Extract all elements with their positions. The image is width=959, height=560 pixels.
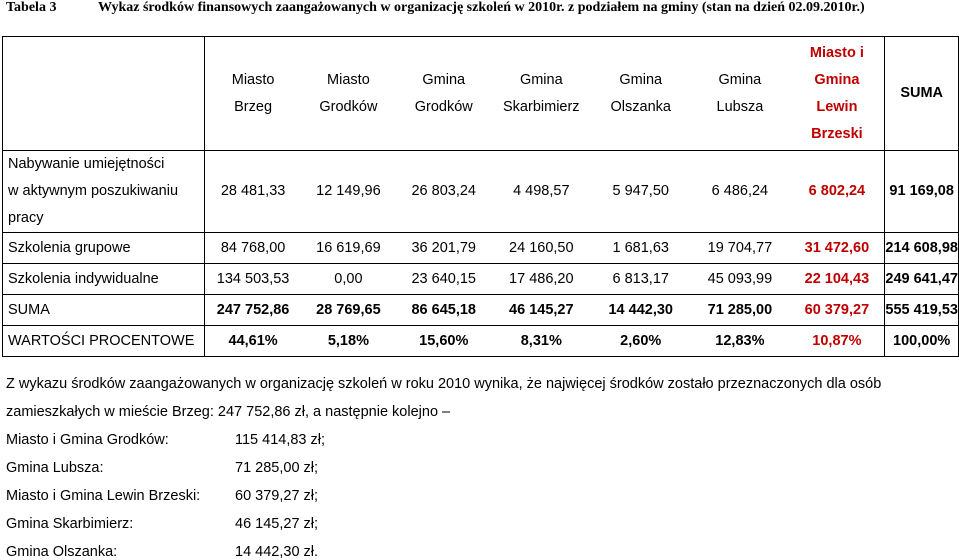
table-cell: 12,83%: [690, 326, 789, 357]
table-cell: 60 379,27: [789, 295, 884, 326]
table-cell: 4 498,57: [491, 151, 591, 233]
column-header: [789, 37, 884, 151]
column-header-line: SUMA: [900, 85, 944, 101]
table-cell: 36 201,79: [396, 233, 491, 264]
summary-item-name: Gmina Olszanka:: [6, 544, 118, 560]
table-row: [3, 264, 959, 295]
table-cell: 15,60%: [396, 326, 491, 357]
table-cell: 8,31%: [491, 326, 591, 357]
row-label-line: pracy: [8, 210, 44, 226]
summary-item-name: Gmina Lubsza:: [6, 460, 104, 476]
summary-brzeg: zamieszkałych w mieście Brzeg: 247 752,86 zł, a następnie kolejno –: [6, 404, 451, 420]
column-header-line: Gmina: [619, 71, 663, 88]
column-header-line: Olszanka: [610, 98, 671, 115]
summary-item: [6, 544, 318, 560]
column-header-line: Miasto: [327, 71, 370, 88]
row-label-line: Szkolenia grupowe: [8, 239, 131, 256]
row-label-line: w aktywnym poszukiwaniu: [8, 183, 179, 199]
table-cell: 6 813,17: [591, 264, 690, 295]
header-empty-cell: [3, 37, 205, 151]
summary-item-amount: 71 285,00 zł;: [235, 460, 319, 476]
summary-item: [6, 432, 325, 448]
table-cell: 12 149,96: [301, 151, 396, 233]
table-cell: 86 645,18: [396, 295, 491, 326]
table-cell: 16 619,69: [301, 233, 396, 264]
funds-table: [2, 36, 959, 357]
table-cell: 214 608,98: [885, 233, 959, 264]
table-title: Wykaz środków finansowych zaangażowanych w organizację szkoleń w 2010r. z podziałem na gminy (stan na dzień 02.09.2010r.): [98, 0, 865, 15]
summary-item: [6, 516, 318, 532]
table-cell: 26 803,24: [396, 151, 491, 233]
table-cell: 249 641,47: [885, 264, 959, 295]
row-label-line: Szkolenia indywidualne: [8, 270, 159, 287]
column-header: [690, 37, 789, 151]
column-header-line: Gmina: [718, 71, 762, 88]
table-cell: 6 802,24: [789, 151, 884, 233]
table-cell: 91 169,08: [885, 151, 959, 233]
summary-item: [6, 460, 318, 476]
column-header-line: Brzeg: [234, 98, 273, 115]
table-cell: 44,61%: [205, 326, 301, 357]
summary-item-name: Miasto i Gmina Grodków:: [6, 432, 169, 448]
table-caption: [6, 0, 865, 16]
column-header: [591, 37, 690, 151]
row-label: [3, 326, 205, 357]
column-header-line: Miasto: [231, 71, 275, 88]
table-cell: 14 442,30: [591, 295, 690, 326]
summary-item-amount: 46 145,27 zł;: [235, 516, 319, 532]
column-header-line: Miasto i: [809, 44, 864, 61]
table-row: [3, 151, 959, 233]
column-header-line: Lubsza: [716, 98, 764, 115]
table-cell: 2,60%: [591, 326, 690, 357]
column-header-line: Brzeski: [811, 125, 863, 142]
table-cell: 71 285,00: [690, 295, 789, 326]
summary-item-name: Gmina Skarbimierz:: [6, 516, 134, 532]
table-cell: 6 486,24: [690, 151, 789, 233]
summary-item-amount: 14 442,30 zł.: [235, 544, 319, 560]
column-header: [396, 37, 491, 151]
row-label: [3, 264, 205, 295]
table-cell: 23 640,15: [396, 264, 491, 295]
table-cell: 31 472,60: [789, 233, 884, 264]
table-cell: 134 503,53: [205, 264, 301, 295]
row-label: [3, 151, 205, 233]
table-cell: 1 681,63: [591, 233, 690, 264]
table-cell: 28 481,33: [205, 151, 301, 233]
column-header-line: Grodków: [319, 98, 378, 115]
row-label: [3, 295, 205, 326]
table-cell: 10,87%: [789, 326, 884, 357]
table-number: Tabela 3: [6, 0, 57, 15]
column-header-line: Gmina: [814, 71, 860, 88]
table-cell: 28 769,65: [301, 295, 396, 326]
column-header: [885, 37, 959, 151]
table-cell: 0,00: [301, 264, 396, 295]
column-header: [491, 37, 591, 151]
summary-item-name: Miasto i Gmina Lewin Brzeski:: [6, 488, 201, 504]
summary-item-amount: 60 379,27 zł;: [235, 488, 319, 504]
header-row: [3, 37, 959, 151]
column-header-line: Lewin: [816, 98, 858, 115]
row-label: [3, 233, 205, 264]
column-header-line: Skarbimierz: [503, 98, 580, 115]
summary-item-amount: 115 414,83 zł;: [235, 432, 326, 448]
column-header: [301, 37, 396, 151]
table-cell: 22 104,43: [789, 264, 884, 295]
table-cell: 46 145,27: [491, 295, 591, 326]
column-header-line: Gmina: [422, 71, 466, 88]
column-header: [205, 37, 301, 151]
table-cell: 100,00%: [885, 326, 959, 357]
table-cell: 5,18%: [301, 326, 396, 357]
table-cell: 45 093,99: [690, 264, 789, 295]
column-header-line: Gmina: [519, 71, 563, 88]
table-row: [3, 326, 959, 357]
column-header-line: Grodków: [414, 98, 473, 115]
table-cell: 17 486,20: [491, 264, 591, 295]
table-cell: 5 947,50: [591, 151, 690, 233]
table-row: [3, 295, 959, 326]
row-label-line: Nabywanie umiejętności: [8, 156, 165, 172]
table-cell: 555 419,53: [885, 295, 959, 326]
table-cell: 84 768,00: [205, 233, 301, 264]
row-label-line: SUMA: [8, 301, 50, 318]
table-cell: 19 704,77: [690, 233, 789, 264]
table-row: [3, 233, 959, 264]
summary-intro: Z wykazu środków zaangażowanych w organizację szkoleń w roku 2010 wynika, że najwięcej środków zostało przeznaczonych dla osób: [6, 376, 882, 392]
table-cell: 24 160,50: [491, 233, 591, 264]
row-label-line: WARTOŚCI PROCENTOWE: [8, 332, 195, 349]
table-cell: 247 752,86: [205, 295, 301, 326]
summary-item: [6, 488, 318, 504]
